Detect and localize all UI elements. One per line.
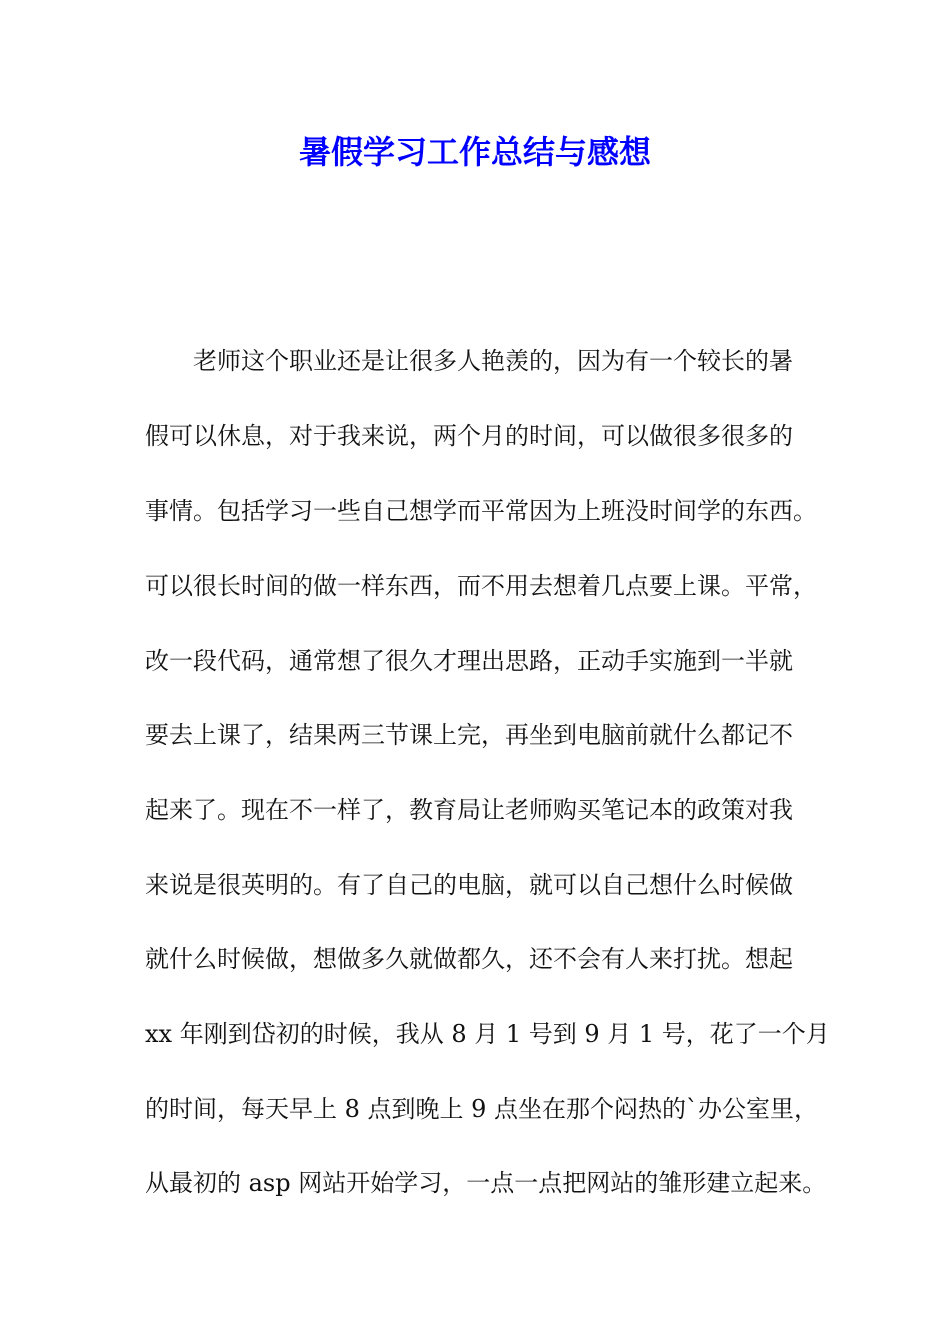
body-line: 就什么时候做，想做多久就做都久，还不会有人来打扰。想起	[145, 945, 793, 973]
body-line: 可以很长时间的做一样东西，而不用去想着几点要上课。平常，	[145, 572, 817, 600]
body-line: 老师这个职业还是让很多人艳羡的，因为有一个较长的暑	[193, 347, 793, 375]
body-line: xx 年刚到岱初的时候，我从 8 月 1 号到 9 月 1 号，花了一个月	[145, 1020, 830, 1048]
body-line: 从最初的 asp 网站开始学习，一点一点把网站的雏形建立起来。	[145, 1169, 827, 1197]
body-line: 起来了。现在不一样了，教育局让老师购买笔记本的政策对我	[145, 796, 793, 824]
body-line: 改一段代码，通常想了很久才理出思路，正动手实施到一半就	[145, 647, 793, 675]
body-line: 要去上课了，结果两三节课上完，再坐到电脑前就什么都记不	[145, 721, 793, 749]
body-line: 的时间，每天早上 8 点到晚上 9 点坐在那个闷热的`办公室里，	[145, 1095, 819, 1123]
document-title: 暑假学习工作总结与感想	[298, 133, 651, 171]
body-line: 假可以休息，对于我来说，两个月的时间，可以做很多很多的	[145, 422, 793, 450]
body-line: 来说是很英明的。有了自己的电脑，就可以自己想什么时候做	[145, 871, 793, 899]
body-line: 事情。包括学习一些自己想学而平常因为上班没时间学的东西。	[145, 497, 817, 525]
